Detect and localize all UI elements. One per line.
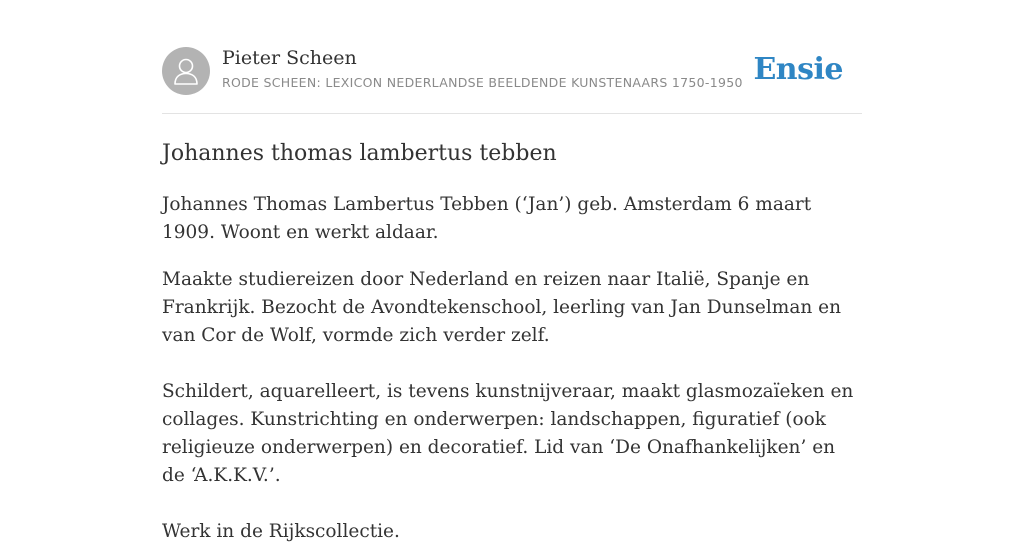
- article-container: [162, 0, 862, 546]
- author-block: [222, 44, 743, 92]
- article-body: [162, 266, 862, 546]
- article-paragraph-1: Maakte studiereizen door Nederland en reizen naar Italië, Spanje en Frankrijk. Bezocht de Avondtekenschool, leerling van Jan Dunselman en van Cor de Wolf, vormde zich verder zelf.: [162, 269, 842, 346]
- source-name[interactable]: RODE SCHEEN: LEXICON NEDERLANDSE BEELDENDE KUNSTENAARS 1750-1950: [222, 75, 743, 90]
- paragraph-spacer: [162, 350, 862, 378]
- article-header: [162, 0, 862, 114]
- article-paragraph-2: Schildert, aquarelleert, is tevens kunstnijveraar, maakt glasmozaïeken en collages. Kunstrichting en onderwerpen: landschappen, figuratief (ook religieuze onderwerpen) en decoratief. Lid van ‘De Onafhankelijken’ en de ‘A.K.K.V.’.: [162, 381, 854, 486]
- article-title: Johannes thomas lambertus tebben: [162, 141, 557, 166]
- author-name[interactable]: Pieter Scheen: [222, 47, 357, 69]
- paragraph-spacer: [162, 490, 862, 518]
- user-icon: [172, 56, 200, 86]
- article-paragraph-3: Werk in de Rijkscollectie.: [162, 521, 400, 542]
- ensie-logo[interactable]: Ensie: [753, 52, 843, 87]
- author-avatar[interactable]: [162, 47, 210, 95]
- article-intro: Johannes Thomas Lambertus Tebben (‘Jan’) geb. Amsterdam 6 maart 1909. Woont en werkt aldaar.: [162, 194, 812, 243]
